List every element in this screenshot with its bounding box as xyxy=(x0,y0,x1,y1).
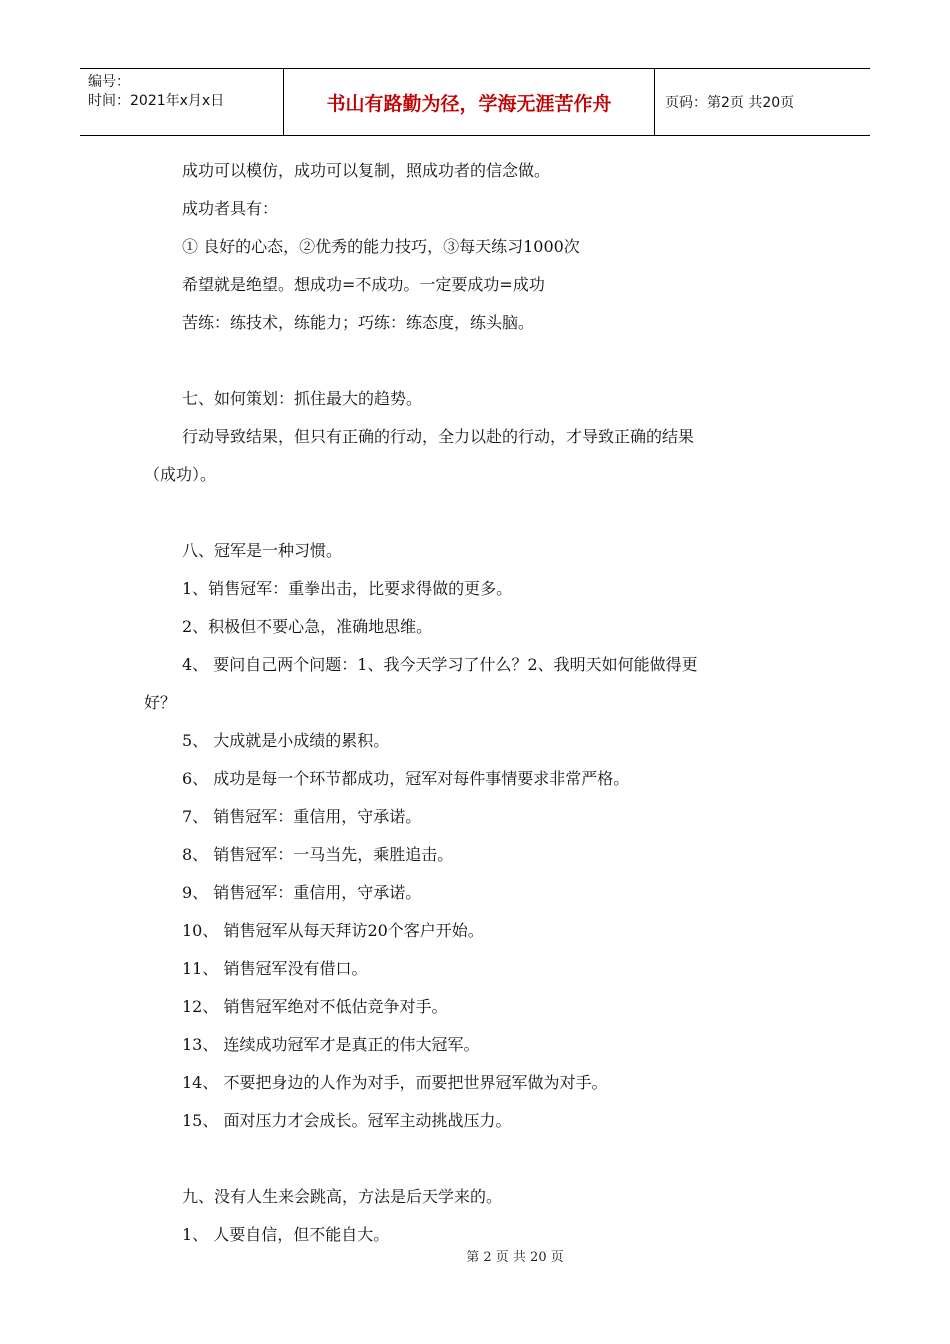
header-page-code: 页码：第2页 共20页 xyxy=(665,95,795,111)
paragraph: 行动导致结果，但只有正确的行动，全力以赴的行动，才导致正确的结果 xyxy=(182,427,695,446)
list-item: 14、 不要把身边的人作为对手，而要把世界冠军做为对手。 xyxy=(182,1073,608,1092)
section-heading: 九、没有人生来会跳高，方法是后天学来的。 xyxy=(182,1187,503,1206)
list-item: 1、 人要自信，但不能自大。 xyxy=(182,1225,390,1244)
list-item-continuation: 好？ xyxy=(144,693,177,712)
spacer xyxy=(144,342,834,380)
list-item: 9、 销售冠军：重信用，守承诺。 xyxy=(182,883,422,902)
spacer xyxy=(144,1140,834,1178)
list-item: 2、积极但不要心急，准确地思维。 xyxy=(182,617,433,636)
header-motto: 书山有路勤为径，学海无涯苦作舟 xyxy=(283,69,655,135)
list-item: 4、 要问自己两个问题：1、我今天学习了什么？2、我明天如何能做得更 xyxy=(182,655,698,674)
header-meta xyxy=(80,69,283,135)
paragraph: 成功可以模仿，成功可以复制，照成功者的信念做。 xyxy=(182,161,551,180)
list-item: 6、 成功是每一个环节都成功，冠军对每件事情要求非常严格。 xyxy=(182,769,630,788)
page-footer: 第 2 页 共 20 页 xyxy=(466,1250,564,1265)
list-item: 10、 销售冠军从每天拜访20个客户开始。 xyxy=(182,921,484,940)
document-body xyxy=(144,152,834,1254)
section-heading: 七、如何策划：抓住最大的趋势。 xyxy=(182,389,423,408)
spacer xyxy=(144,494,834,532)
list-item: 7、 销售冠军：重信用，守承诺。 xyxy=(182,807,422,826)
document-date: 时间：2021年x月x日 xyxy=(88,93,225,109)
paragraph: 希望就是绝望。想成功=不成功。一定要成功=成功 xyxy=(182,275,545,294)
list-item: 8、 销售冠军：一马当先，乘胜追击。 xyxy=(182,845,454,864)
list-item: 12、 销售冠军绝对不低估竞争对手。 xyxy=(182,997,448,1016)
list-item: 5、 大成就是小成绩的累积。 xyxy=(182,731,390,750)
list-item: 1、销售冠军：重拳出击，比要求得做的更多。 xyxy=(182,579,513,598)
paragraph: 成功者具有： xyxy=(182,199,279,218)
list-item: 11、 销售冠军没有借口。 xyxy=(182,959,368,978)
paragraph-continuation: （成功）。 xyxy=(144,465,217,484)
list-item: 15、 面对压力才会成长。冠军主动挑战压力。 xyxy=(182,1111,512,1130)
paragraph: 苦练：练技术，练能力；巧练：练态度，练头脑。 xyxy=(182,313,535,332)
paragraph: ① 良好的心态，②优秀的能力技巧，③每天练习1000次 xyxy=(182,237,580,256)
list-item: 13、 连续成功冠军才是真正的伟大冠军。 xyxy=(182,1035,480,1054)
page-header xyxy=(80,68,870,136)
document-number-label: 编号： xyxy=(88,74,130,90)
section-heading: 八、冠军是一种习惯。 xyxy=(182,541,343,560)
